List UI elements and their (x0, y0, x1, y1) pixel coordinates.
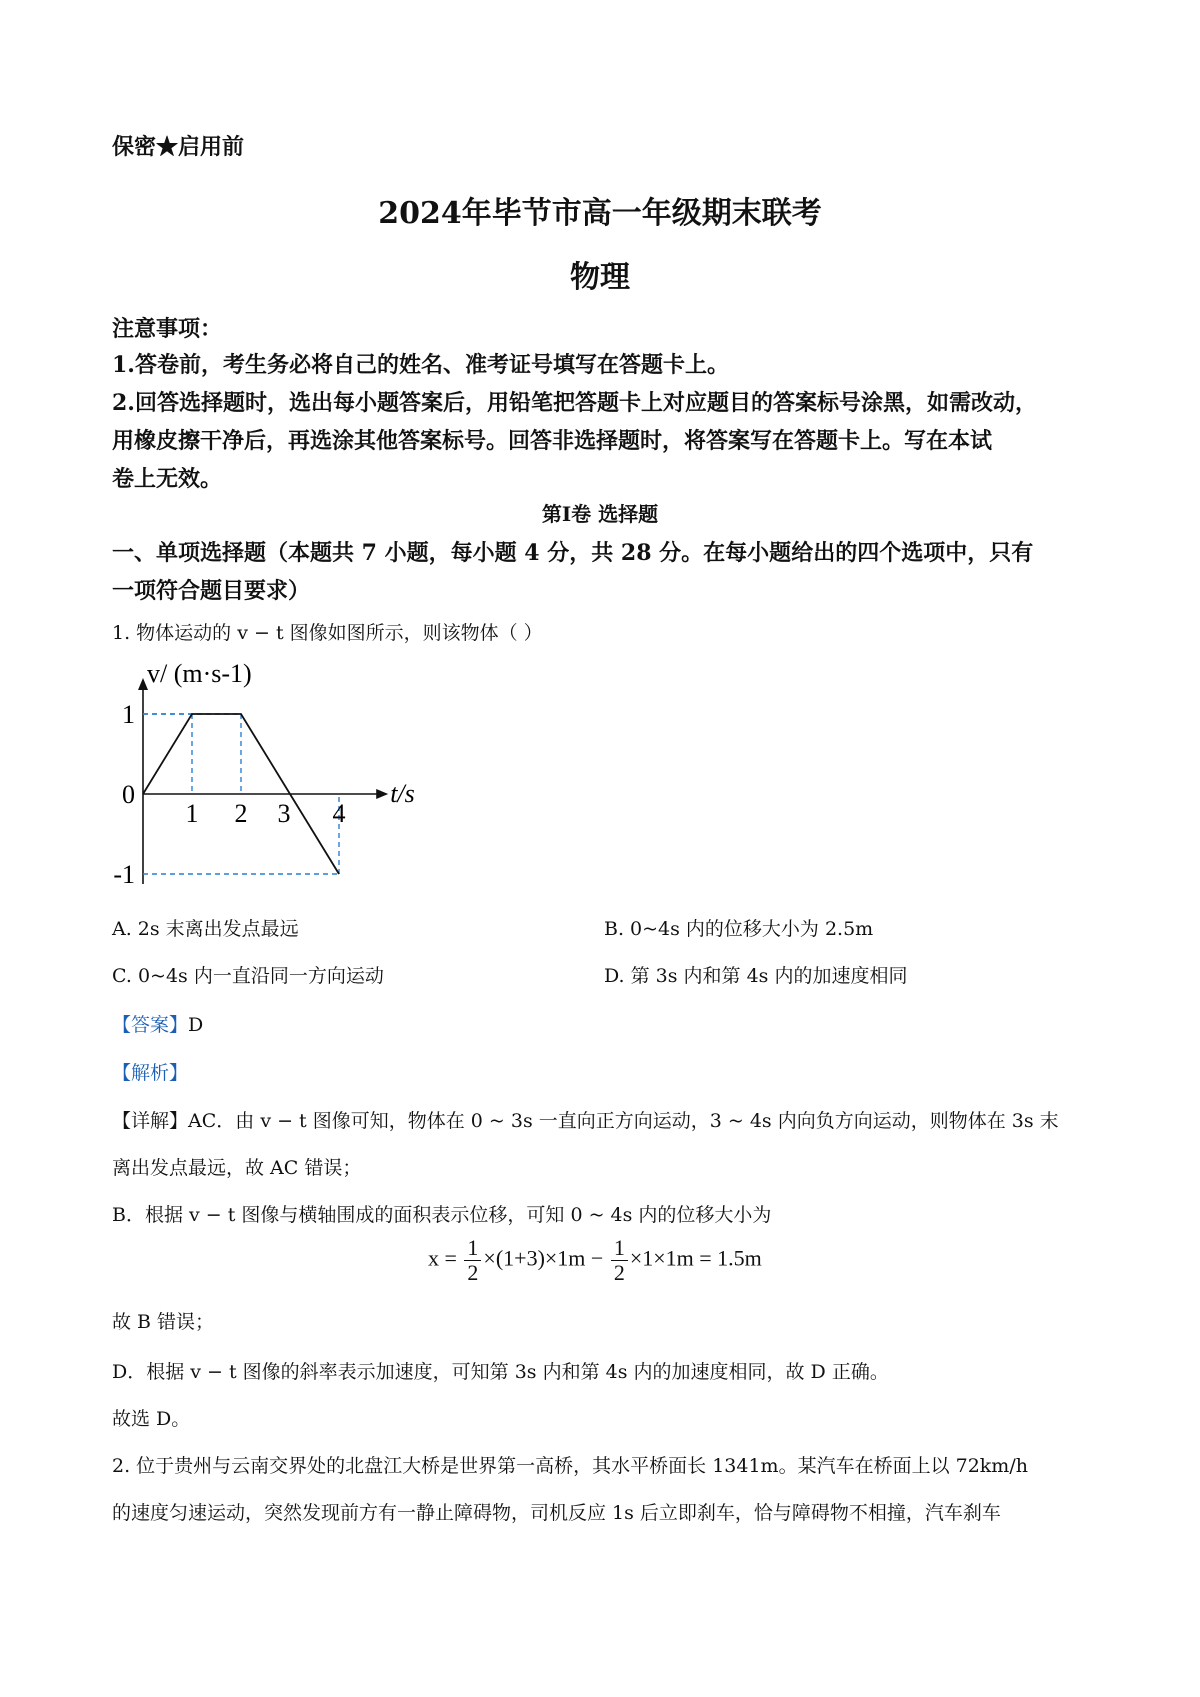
displacement-formula (428, 1236, 762, 1285)
section-heading-line-2: 一项符合题目要求） (112, 578, 311, 604)
velocity-time-graph (110, 652, 440, 902)
detail-line-2: 离出发点最远，故 AC 错误； (112, 1157, 362, 1179)
detail-d-line: D．根据 v − t 图像的斜率表示加速度，可知第 3s 内和第 4s 内的加速度相同，故 D 正确。 (112, 1361, 889, 1383)
notice-item-1: 1.答卷前，考生务必将自己的姓名、准考证号填写在答题卡上。 (112, 352, 729, 378)
detail-tag: 【详解】 (112, 1110, 189, 1132)
answer-tag: 【答案】 (112, 1014, 189, 1036)
question-1-stem: 1. 物体运动的 v − t 图像如图所示，则该物体（ ） (112, 622, 543, 644)
analysis-tag: 【解析】 (112, 1062, 189, 1084)
y-tick-label-0: 0 (122, 780, 135, 809)
detail-b-line: B．根据 v − t 图像与横轴围成的面积表示位移，可知 0 ~ 4s 内的位移大小为 (112, 1204, 772, 1226)
graph-axes (138, 678, 388, 884)
option-d: D. 第 3s 内和第 4s 内的加速度相同 (604, 965, 908, 987)
x-tick-label-1: 1 (185, 799, 199, 828)
formula-rhs: ×1×1m = 1.5m (629, 1245, 762, 1271)
y-tick-label-1: 1 (122, 700, 135, 729)
option-a: A. 2s 末离出发点最远 (112, 918, 299, 940)
notice-item-2-line-3: 卷上无效。 (112, 466, 223, 492)
notice-heading: 注意事项： (112, 316, 223, 342)
question-2-line-2: 的速度匀速运动，突然发现前方有一静止障碍物，司机反应 1s 后立即刹车，恰与障碍物不相撞，汽车刹车 (112, 1502, 1001, 1524)
fraction-1-numerator: 1 (464, 1236, 481, 1261)
formula-fraction-1 (464, 1236, 481, 1285)
formula-lhs: x = (428, 1245, 457, 1271)
answer-line (112, 1010, 203, 1037)
section-heading-line-1: 一、单项选择题（本题共 7 小题，每小题 4 分，共 28 分。在每小题给出的四个选项中，只有 (112, 540, 1034, 566)
subject-title: 物理 (570, 260, 630, 295)
fraction-2-denominator: 2 (613, 1260, 625, 1285)
x-tick-label-3: 3 (277, 799, 291, 828)
detail-b-conclusion: 故 B 错误； (112, 1311, 215, 1333)
notice-item-2-line-2: 用橡皮擦干净后，再选涂其他答案标号。回答非选择题时，将答案写在答题卡上。写在本试 (112, 428, 993, 454)
y-axis-label: v/ (m·s-1) (147, 659, 252, 688)
exam-title: 2024年毕节市高一年级期末联考 (378, 196, 822, 231)
secrecy-label: 保密★启用前 (112, 134, 245, 160)
question-2-line-1: 2. 位于贵州与云南交界处的北盘江大桥是世界第一高桥，其水平桥面长 1341m。某汽车在桥面上以 72km/h (112, 1455, 1028, 1477)
graph-labels (113, 659, 414, 889)
notice-item-2-line-1: 2.回答选择题时，选出每小题答案后，用铅笔把答题卡上对应题目的答案标号涂黑，如需改动， (112, 390, 1037, 416)
x-tick-label-4: 4 (332, 799, 346, 828)
detail-text-1: AC．由 v − t 图像可知，物体在 0 ~ 3s 一直向正方向运动，3 ~ 4s 内向负方向运动，则物体在 3s 末 (188, 1110, 1059, 1132)
detail-line-1 (112, 1106, 1059, 1133)
detail-final: 故选 D。 (112, 1408, 191, 1430)
x-axis-arrow (376, 789, 388, 799)
x-axis-label: t/s (390, 779, 415, 808)
y-tick-label--1: -1 (113, 860, 135, 889)
formula-middle: ×(1+3)×1m − (483, 1245, 604, 1271)
x-tick-label-2: 2 (234, 799, 248, 828)
fraction-2-numerator: 1 (611, 1236, 628, 1261)
option-c: C. 0~4s 内一直沿同一方向运动 (112, 965, 384, 987)
formula-fraction-2 (611, 1236, 628, 1285)
answer-value: D (188, 1014, 204, 1036)
part-title: 第Ⅰ卷 选择题 (541, 502, 659, 526)
option-b: B. 0~4s 内的位移大小为 2.5m (604, 918, 874, 940)
fraction-1-denominator: 2 (467, 1260, 479, 1285)
